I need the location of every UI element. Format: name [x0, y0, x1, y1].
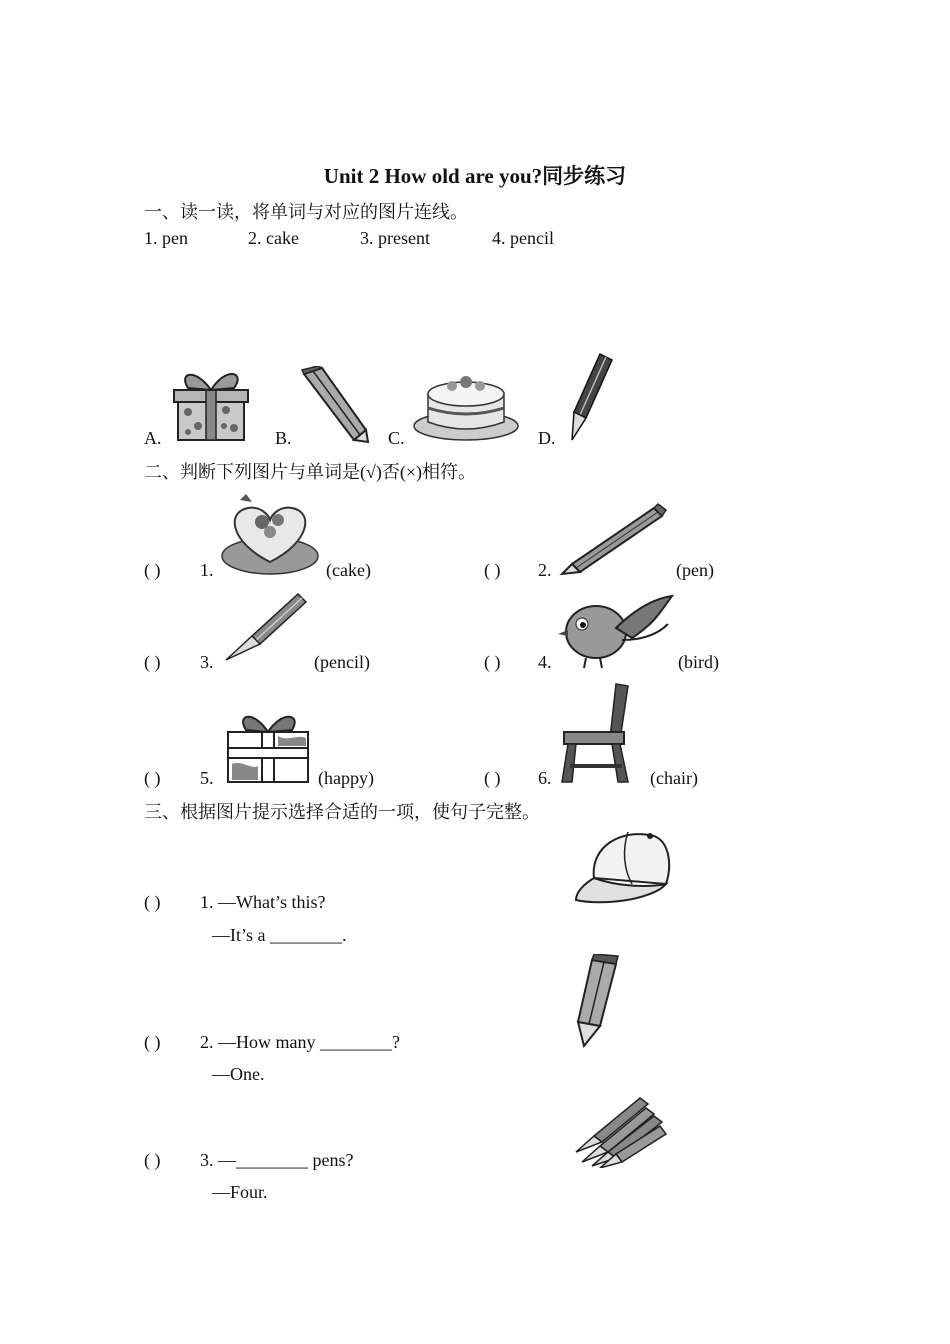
section1-heading: 一、读一读，将单词与对应的图片连线。 — [144, 202, 468, 222]
answer-paren-2[interactable]: ( ) — [484, 560, 501, 580]
answer-paren-4[interactable]: ( ) — [484, 652, 501, 672]
cap-icon — [572, 826, 676, 908]
birthday-cake-icon — [412, 364, 520, 444]
option-c-label: C. — [388, 428, 405, 448]
answer-paren-1[interactable]: ( ) — [144, 560, 161, 580]
item-word-5: (happy) — [318, 768, 374, 788]
item-number-5: 5. — [200, 768, 214, 788]
fountain-pen-icon — [560, 352, 616, 444]
gift-box-icon — [222, 708, 314, 784]
word-4: 4. pencil — [492, 228, 554, 248]
item-number-3: 3. — [200, 652, 214, 672]
fountain-pen-icon — [220, 590, 310, 666]
option-b-label: B. — [275, 428, 292, 448]
item-word-2: (pen) — [676, 560, 714, 580]
answer-paren-3[interactable]: ( ) — [144, 652, 161, 672]
answer-paren-6[interactable]: ( ) — [484, 768, 501, 788]
item-word-4: (bird) — [678, 652, 719, 672]
word-1: 1. pen — [144, 228, 188, 248]
q1-answer: —It’s a ________. — [212, 925, 347, 945]
heart-cake-icon — [220, 492, 320, 576]
chair-icon — [558, 682, 642, 784]
item-number-6: 6. — [538, 768, 552, 788]
item-word-6: (chair) — [650, 768, 698, 788]
pencil-icon — [296, 366, 370, 444]
item-number-1: 1. — [200, 560, 214, 580]
item-number-2: 2. — [538, 560, 552, 580]
option-d-label: D. — [538, 428, 556, 448]
q3-paren[interactable]: ( ) — [144, 1150, 161, 1170]
section3-heading: 三、根据图片提示选择合适的一项，使句子完整。 — [144, 802, 540, 822]
q2-paren[interactable]: ( ) — [144, 1032, 161, 1052]
bird-icon — [556, 588, 676, 670]
q1-question: 1. —What’s this? — [200, 892, 326, 912]
word-2: 2. cake — [248, 228, 299, 248]
item-word-3: (pencil) — [314, 652, 370, 672]
option-a-label: A. — [144, 428, 162, 448]
q3-answer: —Four. — [212, 1182, 268, 1202]
page-title: Unit 2 How old are you?同步练习 — [323, 164, 627, 188]
pencil-icon — [570, 954, 624, 1048]
section2-heading: 二、判断下列图片与单词是(√)否(×)相符。 — [144, 462, 477, 482]
q2-question: 2. —How many ________? — [200, 1032, 400, 1052]
pens-bundle-icon — [570, 1092, 670, 1168]
q1-paren[interactable]: ( ) — [144, 892, 161, 912]
answer-paren-5[interactable]: ( ) — [144, 768, 161, 788]
item-word-1: (cake) — [326, 560, 371, 580]
gift-box-icon — [166, 364, 254, 444]
q2-answer: —One. — [212, 1064, 265, 1084]
q3-question: 3. —________ pens? — [200, 1150, 354, 1170]
item-number-4: 4. — [538, 652, 552, 672]
long-pencil-icon — [558, 500, 668, 576]
word-3: 3. present — [360, 228, 430, 248]
